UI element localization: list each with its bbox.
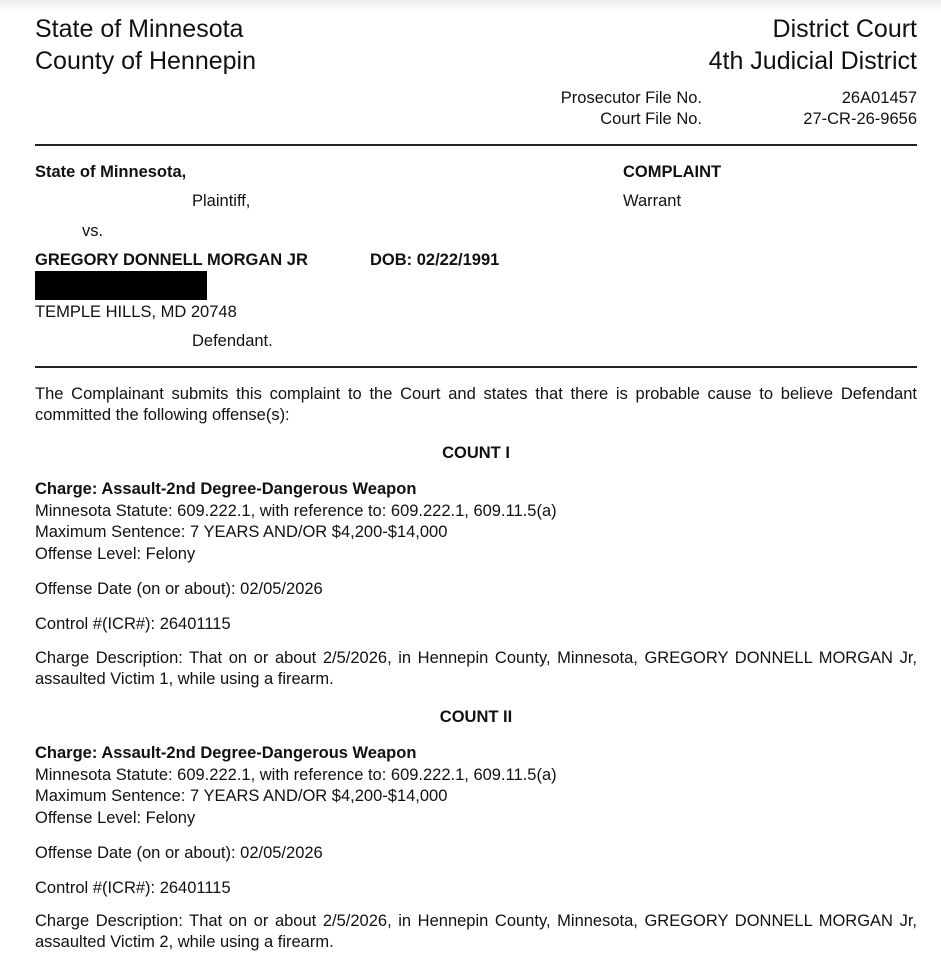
caption-divider — [35, 366, 917, 368]
count-2-offense-date: Offense Date (on or about): 02/05/2026 — [35, 844, 323, 862]
count-1-control: Control #(ICR#): 26401115 — [35, 615, 231, 633]
court-heading: District Court — [772, 15, 917, 43]
plaintiff-name: State of Minnesota, — [35, 163, 187, 181]
intro-paragraph: The Complainant submits this complaint to the Court and states that there is probable cause to believe Defendant committed the following offense(s): — [35, 385, 917, 424]
count-1-details — [35, 479, 557, 565]
count-2-control: Control #(ICR#): 26401115 — [35, 879, 231, 897]
count-1-charge: Charge: Assault-2nd Degree-Dangerous Weapon — [35, 480, 417, 498]
state-heading: State of Minnesota — [35, 15, 244, 43]
document-subtype: Warrant — [623, 192, 682, 210]
county-heading: County of Hennepin — [35, 47, 256, 75]
redaction-bar — [35, 271, 207, 300]
count-2-title: COUNT II — [439, 708, 513, 726]
count-1-description: Charge Description: That on or about 2/5/2026, in Hennepin County, Minnesota, GREGORY DONNELL MORGAN Jr, assaulted Victim 1, while using a firearm. — [35, 649, 917, 688]
count-1-statute: Minnesota Statute: 609.222.1, with reference to: 609.222.1, 609.11.5(a) — [35, 501, 557, 520]
court-file-value: 27-CR-26-9656 — [803, 110, 917, 128]
plaintiff-label: Plaintiff, — [192, 192, 251, 210]
prosecutor-file-label: Prosecutor File No. — [560, 89, 702, 107]
header-divider — [35, 144, 917, 146]
count-2-charge: Charge: Assault-2nd Degree-Dangerous Weapon — [35, 744, 417, 762]
prosecutor-file-value: 26A01457 — [841, 89, 917, 107]
count-1-max-sentence: Maximum Sentence: 7 YEARS AND/OR $4,200-$14,000 — [35, 523, 448, 541]
count-2-offense-level: Offense Level: Felony — [35, 808, 196, 827]
versus-label: vs. — [82, 222, 104, 240]
document-type: COMPLAINT — [623, 163, 722, 181]
defendant-dob: DOB: 02/22/1991 — [370, 251, 500, 269]
defendant-name: GREGORY DONNELL MORGAN JR — [35, 251, 308, 269]
count-1-offense-date: Offense Date (on or about): 02/05/2026 — [35, 580, 323, 598]
count-1-offense-level: Offense Level: Felony — [35, 544, 196, 563]
district-heading: 4th Judicial District — [708, 47, 917, 75]
defendant-label: Defendant. — [192, 332, 273, 350]
count-2-details — [35, 743, 557, 829]
count-2-max-sentence: Maximum Sentence: 7 YEARS AND/OR $4,200-$14,000 — [35, 787, 448, 805]
count-1-title: COUNT I — [442, 444, 510, 462]
count-2-statute: Minnesota Statute: 609.222.1, with reference to: 609.222.1, 609.11.5(a) — [35, 765, 557, 784]
court-file-label: Court File No. — [600, 110, 702, 128]
defendant-address: TEMPLE HILLS, MD 20748 — [35, 303, 237, 321]
count-2-description: Charge Description: That on or about 2/5/2026, in Hennepin County, Minnesota, GREGORY DONNELL MORGAN Jr, assaulted Victim 2, while using a firearm. — [35, 912, 917, 951]
